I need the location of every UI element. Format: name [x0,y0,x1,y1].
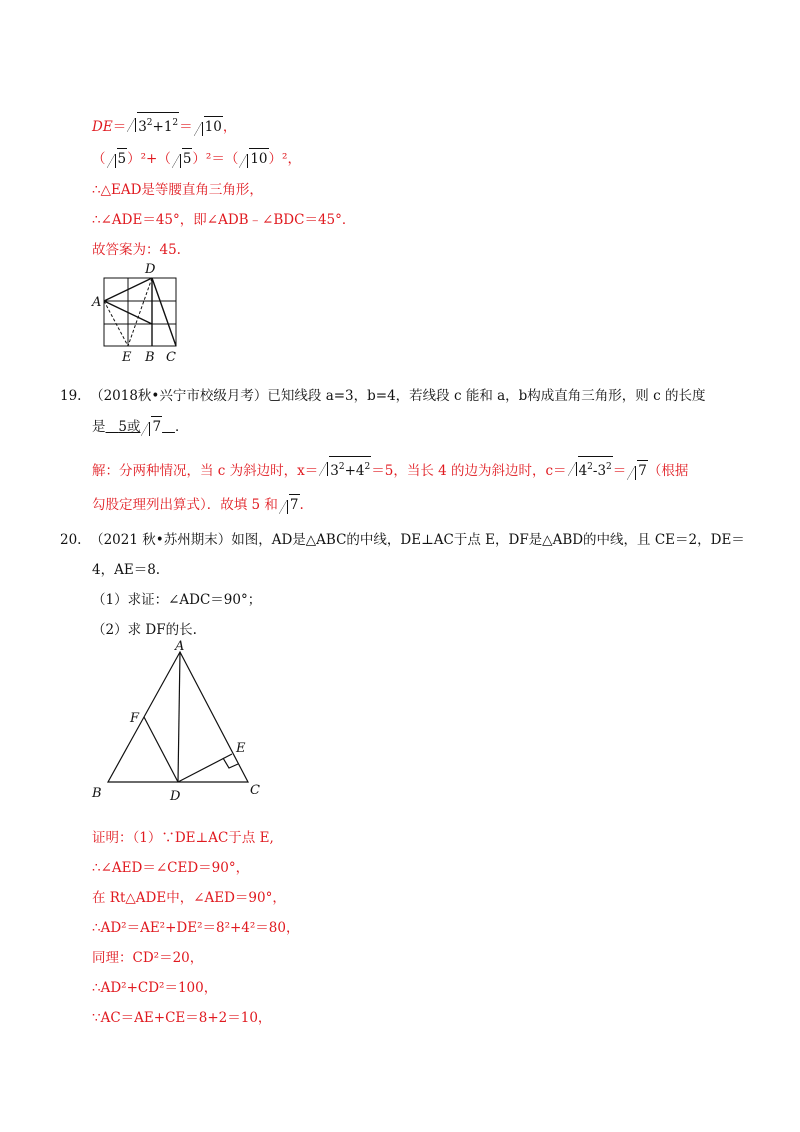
de-label: DE [92,119,113,135]
q20-number: 20. [60,532,82,548]
grid-label-e: E [122,350,132,365]
sqrt-3-1: $3^2+1^2$ [127,112,179,137]
isosceles-right-line: ∴△EAD是等腰直角三角形， [92,182,263,198]
q19-answer-value: 5或 [118,419,141,435]
tri-label-c: C [250,783,260,798]
tri-label-d: D [170,789,181,804]
proof-line-4: ∴AD²＝AE²+DE²＝8²+4²＝80， [92,920,300,936]
q19-solution-2: 勾股定理列出算式）．故填 5 和 7. [92,494,304,515]
sqrt-10: 10 [194,116,223,137]
tri-label-b: B [92,786,102,801]
answer-line: 故答案为：45. [92,242,181,258]
proof-line-6: ∴AD²+CD²＝100， [92,980,218,996]
q19-stem [60,386,705,406]
q19-number: 19. [60,388,82,404]
q19-text: （2018秋•兴宁市校级月考）已知线段 a=3，b=4，若线段 c 能和 a，b构成直角三角形，则 c 的长度 [90,388,706,404]
angle-conclusion-line: ∴∠ADE＝45°，即∠ADB﹣∠BDC＝45°． [92,212,356,228]
pythagoras-check: （ 5）²+（ 5）²＝（ 10）²， [92,148,301,169]
q20-stem-2: 4，AE＝8. [92,562,161,578]
q19-answer: 是 5或 7 ． [92,416,188,437]
proof-line-2: ∴∠AED＝∠CED＝90°， [92,860,250,876]
tri-label-f: F [130,711,140,726]
grid-label-d: D [145,262,156,277]
grid-figure [88,262,188,366]
proof-line-1: 证明：（1）∵DE⊥AC于点 E, [92,830,274,846]
tri-label-a: A [175,640,185,654]
tri-label-e: E [236,741,246,756]
grid-label-c: C [166,350,176,365]
triangle-figure [84,640,274,806]
proof-line-3: 在 Rt△ADE中，∠AED＝90°， [92,890,286,906]
proof-line-7: ∵AC＝AE+CE＝8+2＝10， [92,1010,272,1026]
q20-part-2: （2）求 DF的长. [92,622,197,638]
grid-label-a: A [92,295,102,310]
de-equation: $DE= 3^2+1^2= 10$， [92,112,236,137]
q20-part-1: （1）求证：∠ADC＝90°； [92,592,262,608]
q20-stem: 20. （2021 秋•苏州期末）如图，AD是△ABC的中线，DE⊥AC于点 E，DF是△ABD的中线，且 CE＝2，DE＝ [60,532,745,548]
grid-label-b: B [145,350,155,365]
proof-line-5: 同理：CD²＝20， [92,950,204,966]
q19-solution-1: 解：分两种情况，当 c 为斜边时，$x= 3^2+4^2=5$，当长 4 的边为斜边时，$c= 4^2-3^2= 7$（根据 [92,456,688,481]
